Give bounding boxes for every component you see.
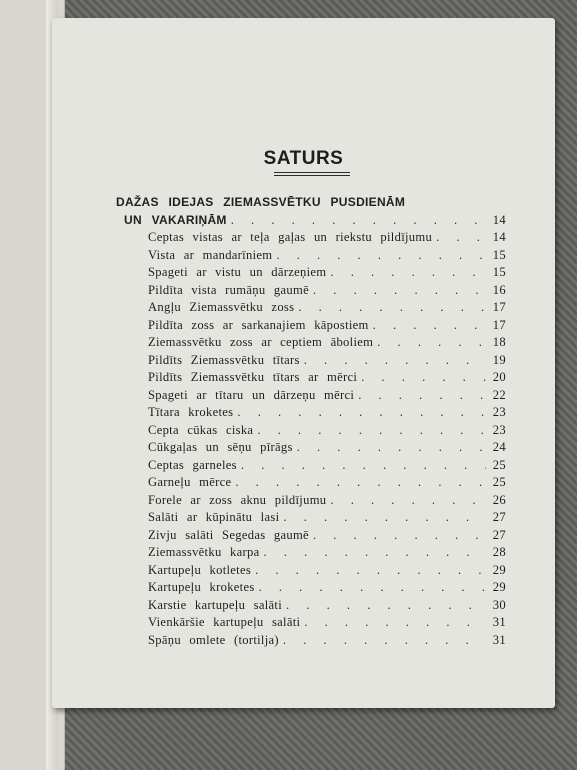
page-title: SATURS <box>263 148 344 169</box>
toc-entry-title: Zivju salāti Segedas gaumē <box>148 527 309 542</box>
toc-entry <box>116 422 506 440</box>
toc-entry-title: Karstie kartupeļu salāti <box>148 597 282 612</box>
toc-entry-title: Pildīta vista rumāņu gaumē <box>148 282 309 297</box>
table-of-contents <box>116 193 506 649</box>
toc-entry-title: Angļu Ziemassvētku zoss <box>148 300 295 314</box>
toc-entry-page: 28 <box>492 545 506 559</box>
toc-entry-page: 29 <box>492 562 506 577</box>
toc-entry <box>116 457 506 475</box>
leader-dots <box>313 527 486 545</box>
toc-entries <box>116 229 506 649</box>
toc-entry-page: 22 <box>492 387 506 402</box>
leader-dots <box>298 299 486 317</box>
toc-entry-title: Vista ar mandarīniem <box>148 247 273 262</box>
toc-entry <box>116 527 506 545</box>
toc-entry <box>116 597 506 615</box>
toc-entry-title: Ziemassvētku zoss ar ceptiem āboliem <box>148 335 374 349</box>
toc-entry-title: Pildīts Ziemassvētku tītars <box>148 352 300 367</box>
toc-entry <box>116 317 506 335</box>
toc-entry <box>116 474 506 492</box>
toc-entry-title: Pildīts Ziemassvētku tītars ar mērci <box>148 370 358 384</box>
toc-entry-page: 29 <box>492 580 506 594</box>
toc-entry-page: 31 <box>492 615 506 629</box>
leader-dots <box>313 282 486 300</box>
toc-entry-page: 31 <box>492 632 506 647</box>
leader-dots <box>283 632 486 650</box>
leader-dots <box>361 369 486 387</box>
toc-entry <box>116 632 506 650</box>
toc-entry <box>116 229 506 247</box>
toc-entry <box>116 352 506 370</box>
toc-entry-page: 16 <box>492 282 506 297</box>
toc-entry <box>116 562 506 580</box>
toc-entry <box>116 492 506 510</box>
toc-entry-title: Tītara kroketes <box>148 405 234 419</box>
toc-entry-title: Ceptas vistas ar teļa gaļas un riekstu pildījumu <box>148 230 433 244</box>
leader-dots <box>235 474 486 492</box>
leader-dots <box>304 614 486 632</box>
leader-dots <box>377 334 486 352</box>
toc-entry-page: 25 <box>492 457 506 472</box>
toc-entry-page: 27 <box>492 527 506 542</box>
toc-entry <box>116 369 506 387</box>
toc-entry <box>116 247 506 265</box>
leader-dots <box>237 404 486 422</box>
book-page <box>52 18 555 708</box>
section-heading-line1: DAŽAS IDEJAS ZIEMASSVĒTKU PUSDIENĀM <box>116 195 406 209</box>
toc-entry-page: 30 <box>492 597 506 612</box>
toc-entry <box>116 264 506 282</box>
toc-entry-page: 18 <box>492 335 506 349</box>
toc-entry-page: 17 <box>492 300 506 314</box>
toc-entry <box>116 509 506 527</box>
toc-entry-page: 26 <box>492 492 506 507</box>
toc-entry-title: Spāņu omlete (tortilja) <box>148 632 279 647</box>
leader-dots <box>436 229 486 247</box>
leader-dots <box>255 562 486 580</box>
toc-entry <box>116 334 506 352</box>
toc-entry-title: Ziemassvētku karpa <box>148 545 260 559</box>
leader-dots <box>283 509 486 527</box>
toc-entry <box>116 282 506 300</box>
toc-entry-page: 25 <box>492 475 506 489</box>
toc-entry-title: Pildīta zoss ar sarkanajiem kāpostiem <box>148 317 369 332</box>
toc-entry <box>116 614 506 632</box>
title-underline-2 <box>274 175 350 176</box>
toc-entry-title: Kartupeļu kroketes <box>148 580 255 594</box>
toc-entry-page: 23 <box>492 422 506 437</box>
leader-dots <box>257 422 486 440</box>
toc-entry-page: 17 <box>492 317 506 332</box>
toc-entry-title: Ceptas garneles <box>148 457 237 472</box>
toc-entry <box>116 404 506 422</box>
toc-entry-page: 23 <box>492 405 506 419</box>
toc-entry <box>116 544 506 562</box>
toc-entry <box>116 439 506 457</box>
leader-dots <box>286 597 486 615</box>
leader-dots <box>330 492 486 510</box>
leader-dots <box>358 387 486 405</box>
leader-dots <box>304 352 486 370</box>
toc-entry-title: Salāti ar kūpinātu lasi <box>148 510 280 524</box>
toc-entry-title: Cūkgaļas un sēņu pīrāgs <box>148 440 293 454</box>
leader-dots <box>241 457 486 475</box>
toc-entry-page: 20 <box>492 370 506 384</box>
toc-entry-title: Cepta cūkas ciska <box>148 422 254 437</box>
toc-entry-title: Vienkāršie kartupeļu salāti <box>148 615 301 629</box>
title-underline <box>274 172 350 173</box>
toc-entry-page: 24 <box>492 440 506 454</box>
toc-entry <box>116 579 506 597</box>
toc-entry-page: 14 <box>492 230 506 244</box>
toc-entry-page: 19 <box>492 352 506 367</box>
toc-entry-title: Kartupeļu kotletes <box>148 562 252 577</box>
toc-entry <box>116 299 506 317</box>
toc-entry-page: 15 <box>492 265 506 279</box>
leader-dots <box>263 544 486 562</box>
toc-entry-title: Garneļu mērce <box>148 475 232 489</box>
leader-dots <box>276 247 486 265</box>
leader-dots <box>297 439 486 457</box>
toc-entry-title: Spageti ar vistu un dārzeņiem <box>148 265 327 279</box>
toc-entry-title: Spageti ar tītaru un dārzeņu mērci <box>148 387 355 402</box>
toc-entry <box>116 387 506 405</box>
leader-dots <box>330 264 486 282</box>
leader-dots <box>259 579 486 597</box>
leader-dots <box>373 317 486 335</box>
toc-entry-page: 27 <box>492 510 506 524</box>
toc-entry-title: Forele ar zoss aknu pildījumu <box>148 492 327 507</box>
section-page-number: 14 <box>492 213 506 227</box>
section-heading-line2: UN VAKARIŅĀM . . . 14 <box>116 211 506 229</box>
toc-entry-page: 15 <box>492 247 506 262</box>
